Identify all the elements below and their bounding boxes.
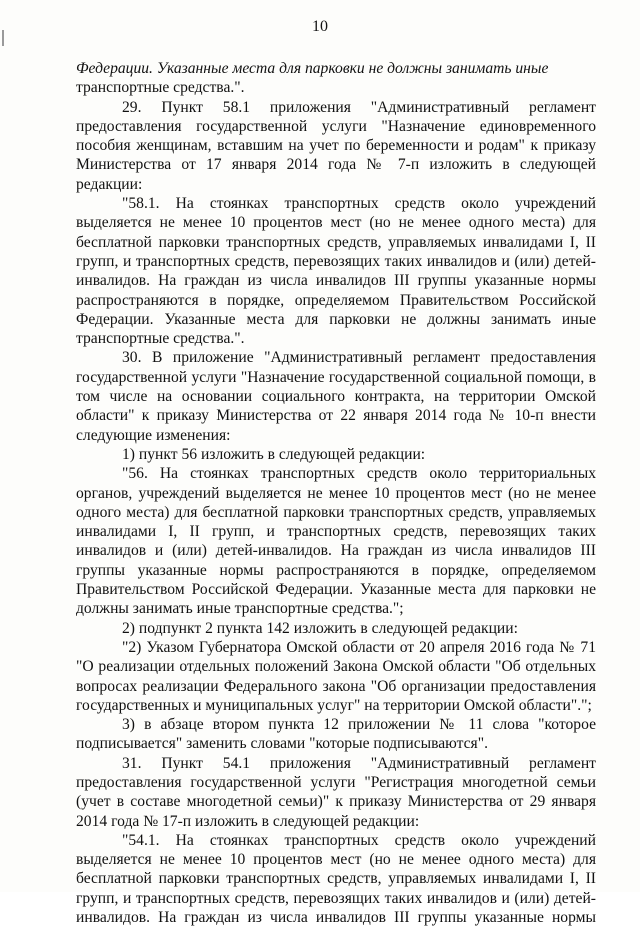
paragraph-quote-subitem-2: "2) Указом Губернатора Омской области от 20 апреля 2016 года № 71 "О реализации отдельных положений Закона Омской области "Об отдельных вопросах реализации Федерального закона "Об организации предоставления государственных и муниципальных услуг" на территории Омской области"."; (76, 638, 596, 714)
paragraph-text: транспортные средства.". (76, 79, 245, 97)
paragraph-subitem-1: 1) пункт 56 изложить в следующей редакции: (122, 445, 426, 463)
paragraph-item-29: 29. Пункт 58.1 приложения "Административный регламент предоставления государственной услуги "Назначение единовременного пособия женщинам, вставшим на учет по беременности и родам" к приказу Министерства от 17 января 2014 года № 7-п изложить в следующей редакции: (76, 98, 596, 193)
paragraph-quote-56: "56. На стоянках транспортных средств около территориальных органов, учреждений выделяется не менее 10 процентов мест (но не менее одного места) для бесплатной парковки транспортных средств, управляемых инвалидами I, II групп, и транспортных средств, перевозящих таких инвалидов и (или) детей-инвалидов. На граждан из числа инвалидов III группы указанные нормы распространяются в порядке, определяемом Правительством Российской Федерации. Указанные места для парковки не должны занимать иные транспортные средства."; (76, 465, 596, 618)
paragraph-subitem-2: 2) подпункт 2 пункта 142 изложить в следующей редакции: (122, 619, 518, 637)
paragraph-quote-54-1: "54.1. На стоянках транспортных средств около учреждений выделяется не менее 10 процентов мест (но не менее одного места) для бесплатной парковки транспортных средств, управляемых инвалидами I, II групп, и транспортных средств, перевозящих таких инвалидов и (или) детей-инвалидов. На граждан из числа инвалидов III группы указанные нормы (76, 831, 596, 927)
paragraph-item-30: 30. В приложение "Административный регламент предоставления государственной услуги "Назначение государственной социальной помощи, в том числе на основании социального контракта, на территории Омской области" к приказу Министерства от 22 января 2014 года № 10-п внести следующие изменения: (76, 349, 596, 444)
page-number: 10 (312, 18, 328, 35)
paragraph-quote-58-1: "58.1. На стоянках транспортных средств около учреждений выделяется не менее 10 процентов мест (но не менее одного места) для бесплатной парковки транспортных средств, управляемых инвалидами I, II групп, и транспортных средств, перевозящих таких инвалидов и (или) детей-инвалидов. На граждан из числа инвалидов III группы указанные нормы распространяются в порядке, определяемом Правительством Российской Федерации. Указанные места для парковки не должны занимать иные транспортные средства.". (76, 195, 596, 348)
paragraph-item-31: 31. Пункт 54.1 приложения "Административный регламент предоставления государственной услуги "Регистрация многодетной семьи (учет в составе многодетной семьи)" к приказу Министерства от 29 января 2014 года № 17-п изложить в следующей редакции: (76, 754, 596, 830)
document-body (76, 59, 596, 927)
paragraph-continuation (76, 59, 596, 98)
italic-text: Федерации. Указанные места для парковки не должны занимать иные (76, 60, 549, 77)
paragraph-subitem-3: 3) в абзаце втором пункта 12 приложении № 11 слова "которое подписывается" заменить словами "которые подписываются". (76, 716, 596, 753)
